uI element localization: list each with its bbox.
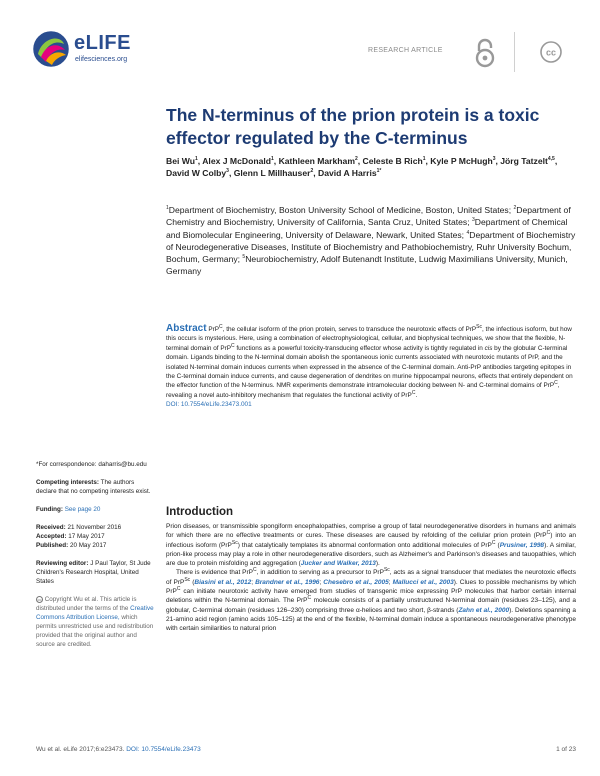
citation-link[interactable]: Biasini et al., 2012 <box>194 578 252 586</box>
author-list: Bei Wu$^1$, Alex J McDonald$^1$, Kathleen Markham$^2$, Celeste B Rich$^1$, Kyle P McHugh$^3$, Jörg Tatzelt$^{4,5}$, David W Colby$^3$, Glenn L Millhauser$^2$, David A Harris$^{1*}$ <box>166 156 558 179</box>
author-name[interactable]: Glenn L Millhauser$^2$ <box>233 168 314 179</box>
intro-paragraph-1: Prion diseases, or transmissible spongiform encephalopathies, comprise a group of fatal neurodegenerative disorders in humans and animals for which there are no effective treatments or cures. These diseases are caused by refolding of the cellular prion protein (PrP$^C$) into an infectious isoform (PrP$^{Sc}$) that catalytically templates its abnormal conformation onto additional molecules of PrP$^C$ (Prusiner, 1998). A similar, prion-like process may play a role in other neurodegenerative disorders, such as Alzheimer's and Parkinson's diseases and tauopathies, which are due to protein misfolding and aggregation (Jucker and Walker, 2013). <box>166 523 576 568</box>
dates-block <box>36 523 154 550</box>
open-access-icon[interactable] <box>474 38 496 68</box>
reviewing-editor-block <box>36 559 154 586</box>
article-title: The N-terminus of the prion protein is a toxic effector regulated by the C-terminus <box>166 105 540 148</box>
accepted-date: Accepted: 17 May 2017 <box>36 533 105 540</box>
logo-url: elifesciences.org <box>75 56 128 63</box>
page-number: 1 of 23 <box>556 746 576 753</box>
copyright-cc-icon: cc <box>37 596 42 602</box>
page-footer <box>36 746 576 758</box>
reviewing-editor-label: Reviewing editor: <box>36 560 89 567</box>
affiliation-item: $^5$Neurobiochemistry, Adolf Butenandt Institute, Ludwig Maximilians University, Munich, Germany <box>166 254 568 277</box>
competing-interests-text: The authors declare that no competing interests exist. <box>36 479 151 495</box>
author-name[interactable]: David A Harris$^{1*}$ <box>318 168 382 179</box>
elife-logo-mark-icon <box>32 30 70 68</box>
funding-block <box>36 505 154 514</box>
affiliation-list <box>166 204 576 278</box>
elife-logo[interactable] <box>32 28 142 74</box>
citation-link[interactable]: Prusiner, 1998 <box>499 541 545 549</box>
author-name[interactable]: Kathleen Markham$^2$ <box>278 156 358 166</box>
article-sidebar <box>36 460 154 658</box>
page-header <box>32 28 572 78</box>
published-date: Published: 20 May 2017 <box>36 542 107 549</box>
introduction-body <box>166 522 576 634</box>
logo-name: eLIFE <box>74 32 131 54</box>
footer-citation: Wu et al. eLife 2017;6:e23473. DOI: 10.7554/eLife.23473 <box>36 746 201 753</box>
author-name[interactable]: Jörg Tatzelt$^{4,5}$ <box>500 156 555 166</box>
citation-link[interactable]: Jucker and Walker, 2013 <box>300 560 376 568</box>
footer-doi-link[interactable]: DOI: 10.7554/eLife.23473 <box>126 746 201 753</box>
competing-interests-label: Competing interests: <box>36 479 99 486</box>
reviewing-editor-text: J Paul Taylor, St Jude Children's Research Hospital, United States <box>36 560 151 585</box>
copyright-text: Copyright Wu et al. This article is distributed under the terms of the <box>36 596 137 612</box>
svg-text:cc: cc <box>545 47 557 58</box>
funding-label: Funding: <box>36 506 63 513</box>
abstract <box>166 324 576 410</box>
abstract-text: PrP$^C$, the cellular isoform of the prion protein, serves to transduce the neurotoxic effects of PrP$^{Sc}$, the infectious isoform, but how this occurs is mysterious. Here, using a combination of electrophysiological, cellular, and biophysical techniques, we show that the flexible, N-terminal domain of PrP$^C$ functions as a powerful toxicity-transducing effector whose activity is tightly regulated in cis by the globular C-terminal domain. Ligands binding to the N-terminal domain abolish the spontaneous ionic currents associated with neurotoxic mutants of PrP, and the isolated N-terminal domain induces currents when expressed in the absence of the C-terminal domain. Anti-PrP antibodies targeting epitopes in the C-terminal domain induce currents, and cause degeneration of dendrites on murine hippocampal neurons, effects that entirely dependent on the effector function of the N-terminus. NMR experiments demonstrate intramolecular docking between N- and C-terminal domains of PrP$^C$, revealing a novel auto-inhibitory mechanism that regulates the functional activity of PrP$^C$. <box>166 323 573 399</box>
copyright-block <box>36 595 154 649</box>
correspondence-email[interactable]: daharris@bu.edu <box>98 461 147 468</box>
author-name[interactable]: Kyle P McHugh$^3$ <box>430 156 496 166</box>
introduction-heading: Introduction <box>166 506 234 518</box>
abstract-label: Abstract <box>166 323 207 334</box>
intro-paragraph-2: There is evidence that PrP$^C$, in addition to serving as a precursor to PrP$^{Sc}$, acts as a signal transducer that mediates the neurotoxic effects of PrP$^{Sc}$ (Biasini et al., 2012; Brandner et al., 1996; Chesebro et al., 2005; Mallucci et al., 2003). Clues to possible mechanisms by which PrP$^C$ can initiate neurotoxic activity have emerged from studies of transgenic mice expressing PrP molecules that harbor certain internal deletions within the N-terminal domain. The PrP$^C$ molecule consists of a partially unstructured N-terminal domain (residues 23–125), and a globular, C-terminal domain (residues 126–230) comprising three α-helices and two short, β-strands (Zahn et al., 2000). Deletions spanning a 21-amino acid region (amino acids 105–125) at the end of the flexible, N-terminal domain induce a spontaneous neurodegenerative phenotype with certain similarities to natural prion <box>166 567 576 633</box>
cc-icon[interactable] <box>540 41 562 63</box>
affiliation-item: $^3$Department of Chemical and Biomolecular Engineering, University of Delaware, Newark, United States; <box>166 217 568 240</box>
citation-link[interactable]: Zahn et al., 2000 <box>458 606 510 614</box>
citation-link[interactable]: Chesebro et al., 2005 <box>323 578 389 586</box>
citation-link[interactable]: Brandner et al., 1996 <box>255 578 320 586</box>
copyright-text-tail: which permits unrestricted use and redistribution provided that the original author and source are credited. <box>36 614 154 648</box>
received-date: Received: 21 November 2016 <box>36 524 122 531</box>
header-divider <box>514 32 515 72</box>
correspondence-label: *For correspondence: <box>36 461 97 468</box>
author-name[interactable]: Alex J McDonald$^1$ <box>202 156 274 166</box>
competing-interests-block <box>36 478 154 496</box>
author-name[interactable]: Celeste B Rich$^1$ <box>362 156 426 166</box>
cc-license-link[interactable]: Creative Commons Attribution License, <box>36 605 154 621</box>
article-type-label: RESEARCH ARTICLE <box>368 47 443 54</box>
author-name[interactable]: Bei Wu$^1$ <box>166 156 198 166</box>
funding-link[interactable]: See page 20 <box>64 506 101 513</box>
affiliation-item: $^4$Department of Biochemistry of Neurodegenerative Diseases, Institute of Biochemistry and Pathobiochemistry, Ruhr University Bochum, Bochum, Germany; <box>166 229 576 265</box>
citation-link[interactable]: Mallucci et al., 2003 <box>392 578 454 586</box>
affiliation-item: $^1$Department of Biochemistry, Boston University School of Medicine, Boston, United States; <box>166 205 514 215</box>
correspondence-block <box>36 460 154 469</box>
author-name[interactable]: David W Colby$^3$ <box>166 168 229 179</box>
affiliation-item: $^2$Department of Chemistry and Biochemistry, University of California, Santa Cruz, United States; <box>166 205 571 228</box>
abstract-doi-link[interactable]: DOI: 10.7554/eLife.23473.001 <box>166 401 252 409</box>
